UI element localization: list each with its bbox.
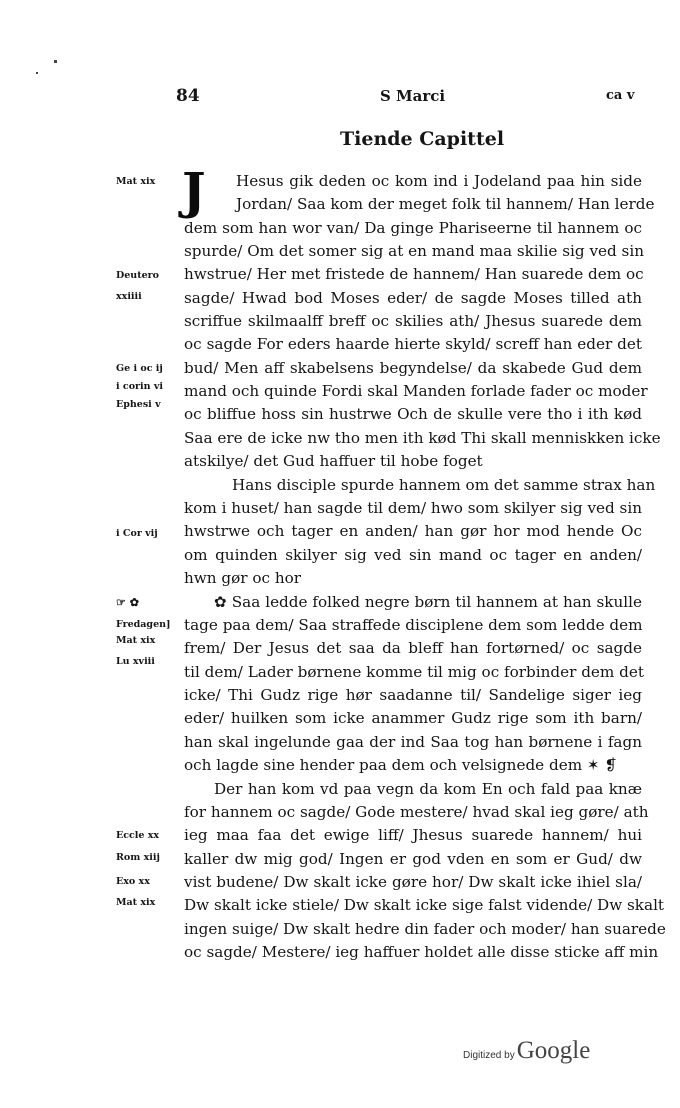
text-line: vist budene/ Dw skalt icke gøre hor/ Dw skalt icke ihiel sla/ xyxy=(184,873,642,891)
scan-speck xyxy=(54,60,57,63)
scan-speck xyxy=(36,72,38,74)
text-line: han skal ingelunde gaa der ind Saa tog han børnene i fagn xyxy=(184,733,642,751)
text-line: bud/ Men aff skabelsens begyndelse/ da skabede Gud dem xyxy=(184,359,642,377)
text-line: kaller dw mig god/ Ingen er god vden en som er Gud/ dw xyxy=(184,850,642,868)
page-header xyxy=(0,86,680,108)
text-line: Der han kom vd paa vegn da kom En och fald paa knæ xyxy=(214,780,642,798)
text-line: scriffue skilmaalff breff oc skilies ath/ Jhesus suarede dem xyxy=(184,312,642,330)
page-number: 84 xyxy=(176,86,200,106)
text-line: oc sagde For eders haarde hierte skyld/ screff han eder det xyxy=(184,335,642,353)
text-line: icke/ Thi Gudz rige hør saadanne til/ Sandelige siger ieg xyxy=(184,686,642,704)
text-line: til dem/ Lader børnene komme til mig oc forbinder dem det xyxy=(184,663,644,681)
margin-note: Ephesi v xyxy=(116,399,161,410)
text-line: oc bliffue hoss sin hustrwe Och de skulle vere tho i ith kød xyxy=(184,405,642,423)
margin-note: Exo xx xyxy=(116,876,150,887)
text-line: kom i huset/ han sagde til dem/ hwo som skilyer sig ved sin xyxy=(184,499,642,517)
margin-note: Mat xix xyxy=(116,897,156,908)
chapter-title: Tiende Capittel xyxy=(340,128,505,150)
text-line: oc sagde/ Mestere/ ieg haffuer holdet alle disse sticke aff min xyxy=(184,943,659,961)
digitized-by-label: Digitized by xyxy=(463,1050,515,1061)
margin-note: Lu xviii xyxy=(116,656,155,667)
text-line: frem/ Der Jesus det saa da bleff han fortørned/ oc sagde xyxy=(184,639,642,657)
text-line: tage paa dem/ Saa straffede disciplene dem som ledde dem xyxy=(184,616,643,634)
running-title: S Marci xyxy=(380,87,446,105)
margin-note: i corin vi xyxy=(116,381,163,392)
margin-note: i Cor vij xyxy=(116,528,158,539)
digitized-footer xyxy=(463,1037,590,1065)
text-line: for hannem oc sagde/ Gode mestere/ hvad skal ieg gøre/ ath xyxy=(184,803,649,821)
margin-note: Eccle xx xyxy=(116,830,160,841)
signature-mark: ca v xyxy=(606,88,635,103)
text-line: sagde/ Hwad bod Moses eder/ de sagde Moses tilled ath xyxy=(184,289,642,307)
text-line: Jordan/ Saa kom der meget folk til hannem/ Han lerde xyxy=(236,195,655,213)
drop-cap: J xyxy=(182,161,206,220)
text-line: och lagde sine hender paa dem och velsignede dem ✶ ❡ xyxy=(184,756,618,774)
margin-note: Mat xix xyxy=(116,176,156,187)
text-line: atskilye/ det Gud haffuer til hobe foget xyxy=(184,452,483,470)
text-line: hwstrwe och tager en anden/ han gør hor mod hende Oc xyxy=(184,522,642,540)
margin-note: Ge i oc ij xyxy=(116,363,163,374)
text-line: Dw skalt icke stiele/ Dw skalt icke sige falst vidende/ Dw skalt xyxy=(184,896,665,914)
text-line: ieg maa faa det ewige liff/ Jhesus suarede hannem/ hui xyxy=(184,826,642,844)
text-line: hwstrue/ Her met fristede de hannem/ Han suarede dem oc xyxy=(184,265,644,283)
google-logo: Google xyxy=(516,1037,591,1064)
text-line: Hans disciple spurde hannem om det samme strax han xyxy=(232,476,656,494)
margin-note: ☞ ✿ xyxy=(116,596,139,609)
text-line: spurde/ Om det somer sig at en mand maa skilie sig ved sin xyxy=(184,242,644,260)
text-line: om quinden skilyer sig ved sin mand oc tager en anden/ xyxy=(184,546,642,564)
margin-note: Deutero xyxy=(116,270,159,281)
margin-note: Rom xiij xyxy=(116,852,160,863)
text-line: dem som han wor van/ Da ginge Phariseerne til hannem oc xyxy=(184,219,642,237)
margin-note: xxiiii xyxy=(116,291,142,302)
text-line: Hesus gik deden oc kom ind i Jodeland paa hin side xyxy=(236,172,642,190)
margin-note: Mat xix xyxy=(116,635,156,646)
text-line: eder/ huilken som icke anammer Gudz rige som ith barn/ xyxy=(184,709,642,727)
text-line: Saa ere de icke nw tho men ith kød Thi skall menniskken icke xyxy=(184,429,661,447)
text-line: mand och quinde Fordi skal Manden forlade fader oc moder xyxy=(184,382,648,400)
text-line: hwn gør oc hor xyxy=(184,569,302,587)
text-line: ✿ Saa ledde folked negre børn til hannem at han skulle xyxy=(214,593,642,611)
text-line: ingen suige/ Dw skalt hedre din fader och moder/ han suarede xyxy=(184,920,666,938)
margin-note: Fredagen] xyxy=(116,619,171,630)
